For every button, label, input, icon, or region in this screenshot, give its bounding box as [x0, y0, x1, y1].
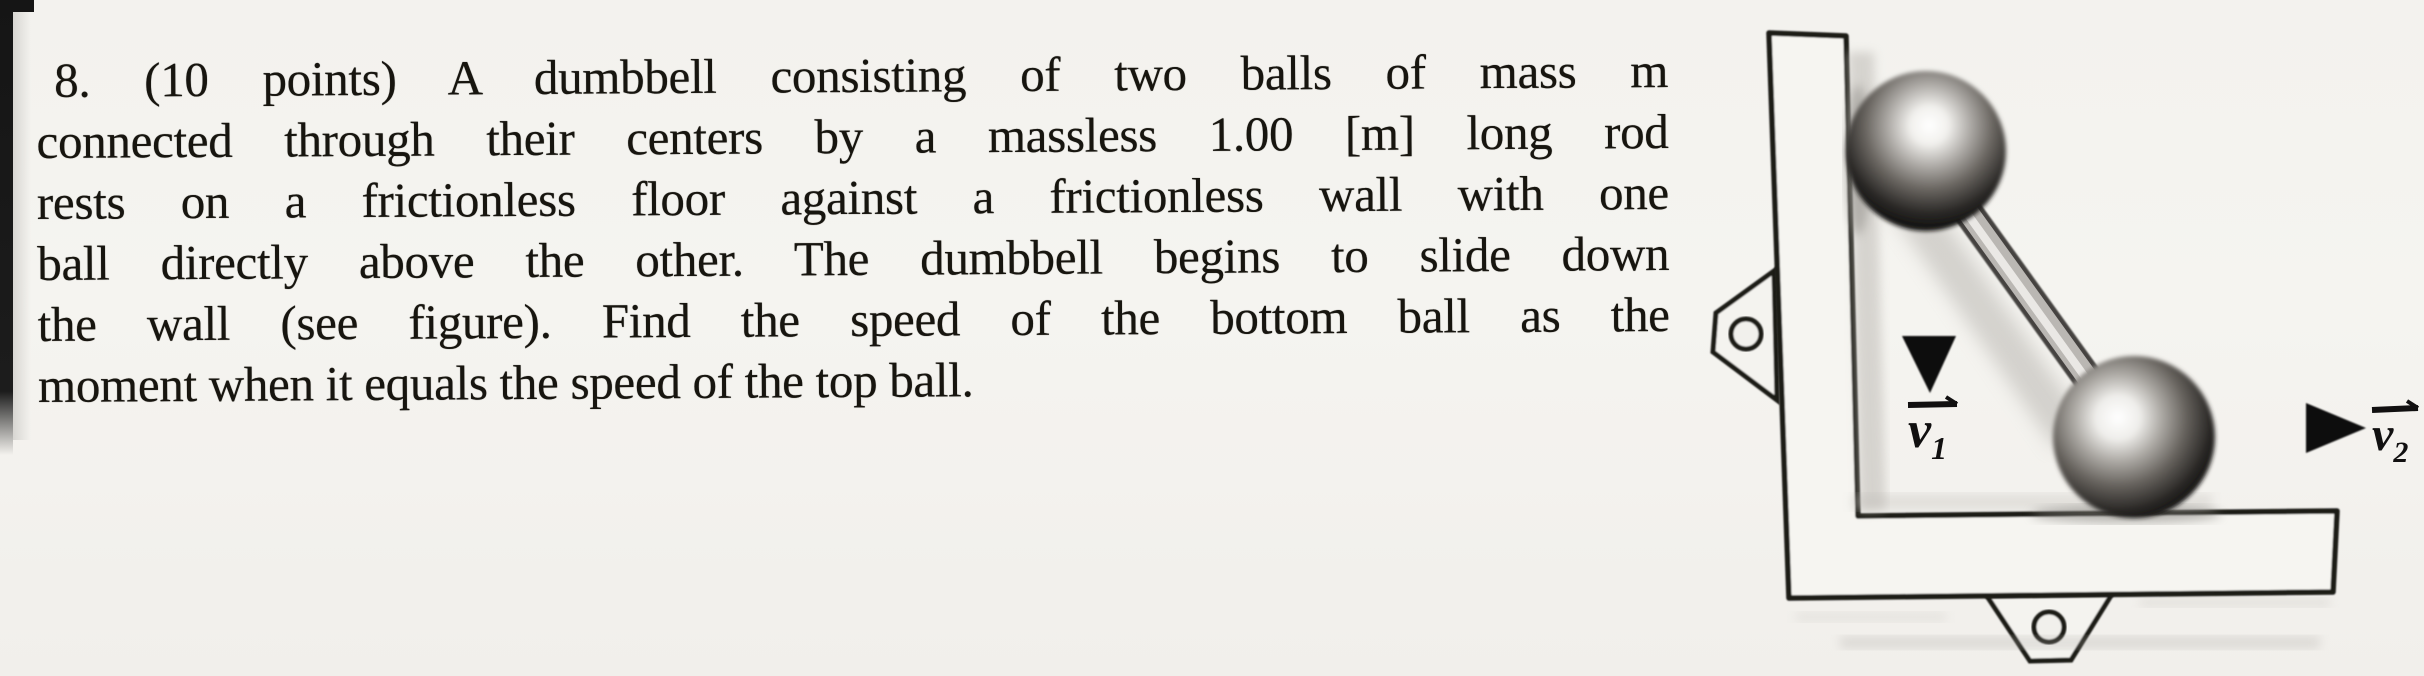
scan-edge-corner	[0, 0, 34, 12]
scan-edge-strip	[0, 0, 13, 455]
scan-noise-streak	[1840, 636, 2320, 649]
svg-text:v1: $v_1$	[1908, 402, 1948, 466]
left-mounting-hole	[1731, 319, 1761, 349]
v1-label	[1908, 397, 1957, 466]
v1-arrowhead	[1902, 336, 1956, 393]
problem-text	[36, 40, 1670, 416]
problem-text-line: connected through their centers by a massless 1.00 [m] long rod	[36, 104, 1669, 169]
problem-text-line: ball directly above the other. The dumbbell begins to slide down	[37, 226, 1670, 291]
v2-arrow	[2208, 403, 2366, 453]
scan-noise-streak	[1796, 612, 1946, 622]
svg-text:v2: $v_2$	[2372, 408, 2409, 469]
scan-edge-halo	[13, 0, 31, 440]
figure-svg	[1690, 0, 2424, 676]
v2-arrowhead	[2306, 403, 2366, 453]
top-ball	[1846, 71, 2006, 231]
scan-noise-streak	[2140, 598, 2330, 607]
figure	[1690, 0, 2424, 676]
bottom-ball	[2053, 356, 2215, 518]
problem-text-line: rests on a frictionless floor against a frictionless wall with one	[36, 165, 1670, 230]
v2-label	[2372, 401, 2418, 469]
problem-text-line: the wall (see figure). Find the speed of the bottom ball as the	[37, 287, 1670, 352]
problem-text-line: moment when it equals the speed of the top ball.	[37, 352, 974, 413]
problem-text-line: 8. (10 points) A dumbbell consisting of two balls of mass m	[54, 43, 1669, 108]
